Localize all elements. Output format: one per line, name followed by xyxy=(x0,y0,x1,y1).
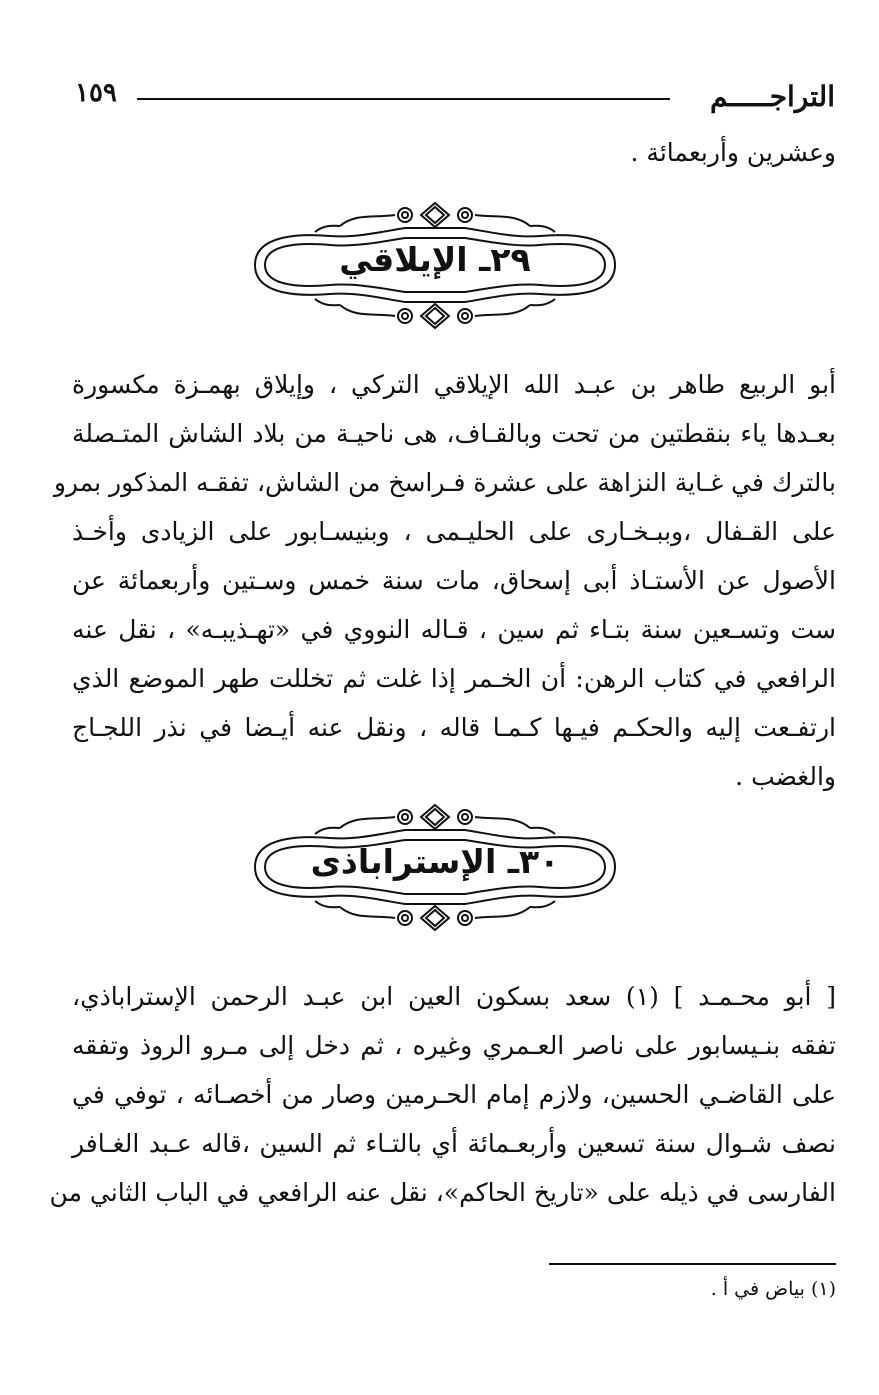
text-line: نصف شـوال سنة تسعين وأربعـمائة أي بالتـاء ثم السين ،قاله عـبد الغـافر xyxy=(72,1129,836,1158)
text-line: بالترك في غـاية النزاهة على عشرة فـراسخ من الشاش، تفقـه المذكور بمرو xyxy=(53,468,836,497)
text-line: ارتفـعت إليه والحكـم فيـها كـمـا قاله ، ونقل عنه أيـضا في نذر اللجـاج xyxy=(72,713,836,742)
section-heading-frame-2 xyxy=(235,800,635,935)
continued-text: وعشرين وأربعمائة . xyxy=(630,138,836,167)
text-line: تفقه بنـيسابور على ناصر العـمري وغيره ، ثم دخل إلى مـرو الروذ وتفقه xyxy=(72,1031,836,1060)
header-rule xyxy=(137,98,670,100)
section-heading: ٣٠ـ الإستراباذى xyxy=(310,842,560,881)
page-number: ١٥٩ xyxy=(75,78,117,108)
text-line: [ أبو محـمـد ] (١) سعد بسكون العين ابن عبـد الرحمن الإستراباذي، xyxy=(72,982,837,1011)
section-heading: ٢٩ـ الإيلاقي xyxy=(339,240,531,279)
text-line: الرافعي في كتاب الرهن: أن الخـمر إذا غلت ثم تخللت طهر الموضع الذي xyxy=(72,664,836,693)
text-line: ست وتسـعين سنة بتـاء ثم سين ، قـاله النووي في «تهـذيبـه» ، نقل عنه xyxy=(72,615,836,644)
text-line: الأصول عن الأستـاذ أبى إسحاق، مات سنة خمس وسـتين وأربعمائة عن xyxy=(72,566,836,595)
section-body-2 xyxy=(49,972,837,1217)
section-body-1 xyxy=(53,360,836,801)
footnote-rule xyxy=(549,1263,836,1265)
text-line: والغضب . xyxy=(735,762,836,791)
page-header xyxy=(75,70,835,120)
section-heading-frame-1 xyxy=(235,198,635,333)
text-line: بعـدها ياء بنقطتين من تحت وبالقـاف، هى ناحيـة من بلاد الشاش المتـصلة xyxy=(72,419,836,448)
text-line: على القـفال ،وببـخـارى على الحليـمى ، وبنيسـابور على الزيادى وأخـذ xyxy=(72,517,836,546)
text-line: أبو الربيع طاهر بن عبـد الله الإيلاقي التركي ، وإيلاق بهمـزة مكسورة xyxy=(72,370,836,399)
text-line: الفارسى في ذيله على «تاريخ الحاكم»، نقل عنه الرافعي في الباب الثاني من xyxy=(49,1178,836,1207)
footnote: (١) بياض في أ . xyxy=(710,1278,836,1300)
running-title: التراجـــــم xyxy=(710,80,835,113)
text-line: على القاضـي الحسين، ولازم إمام الحـرمين وصار من أخصـائه ، توفي في xyxy=(72,1080,836,1109)
